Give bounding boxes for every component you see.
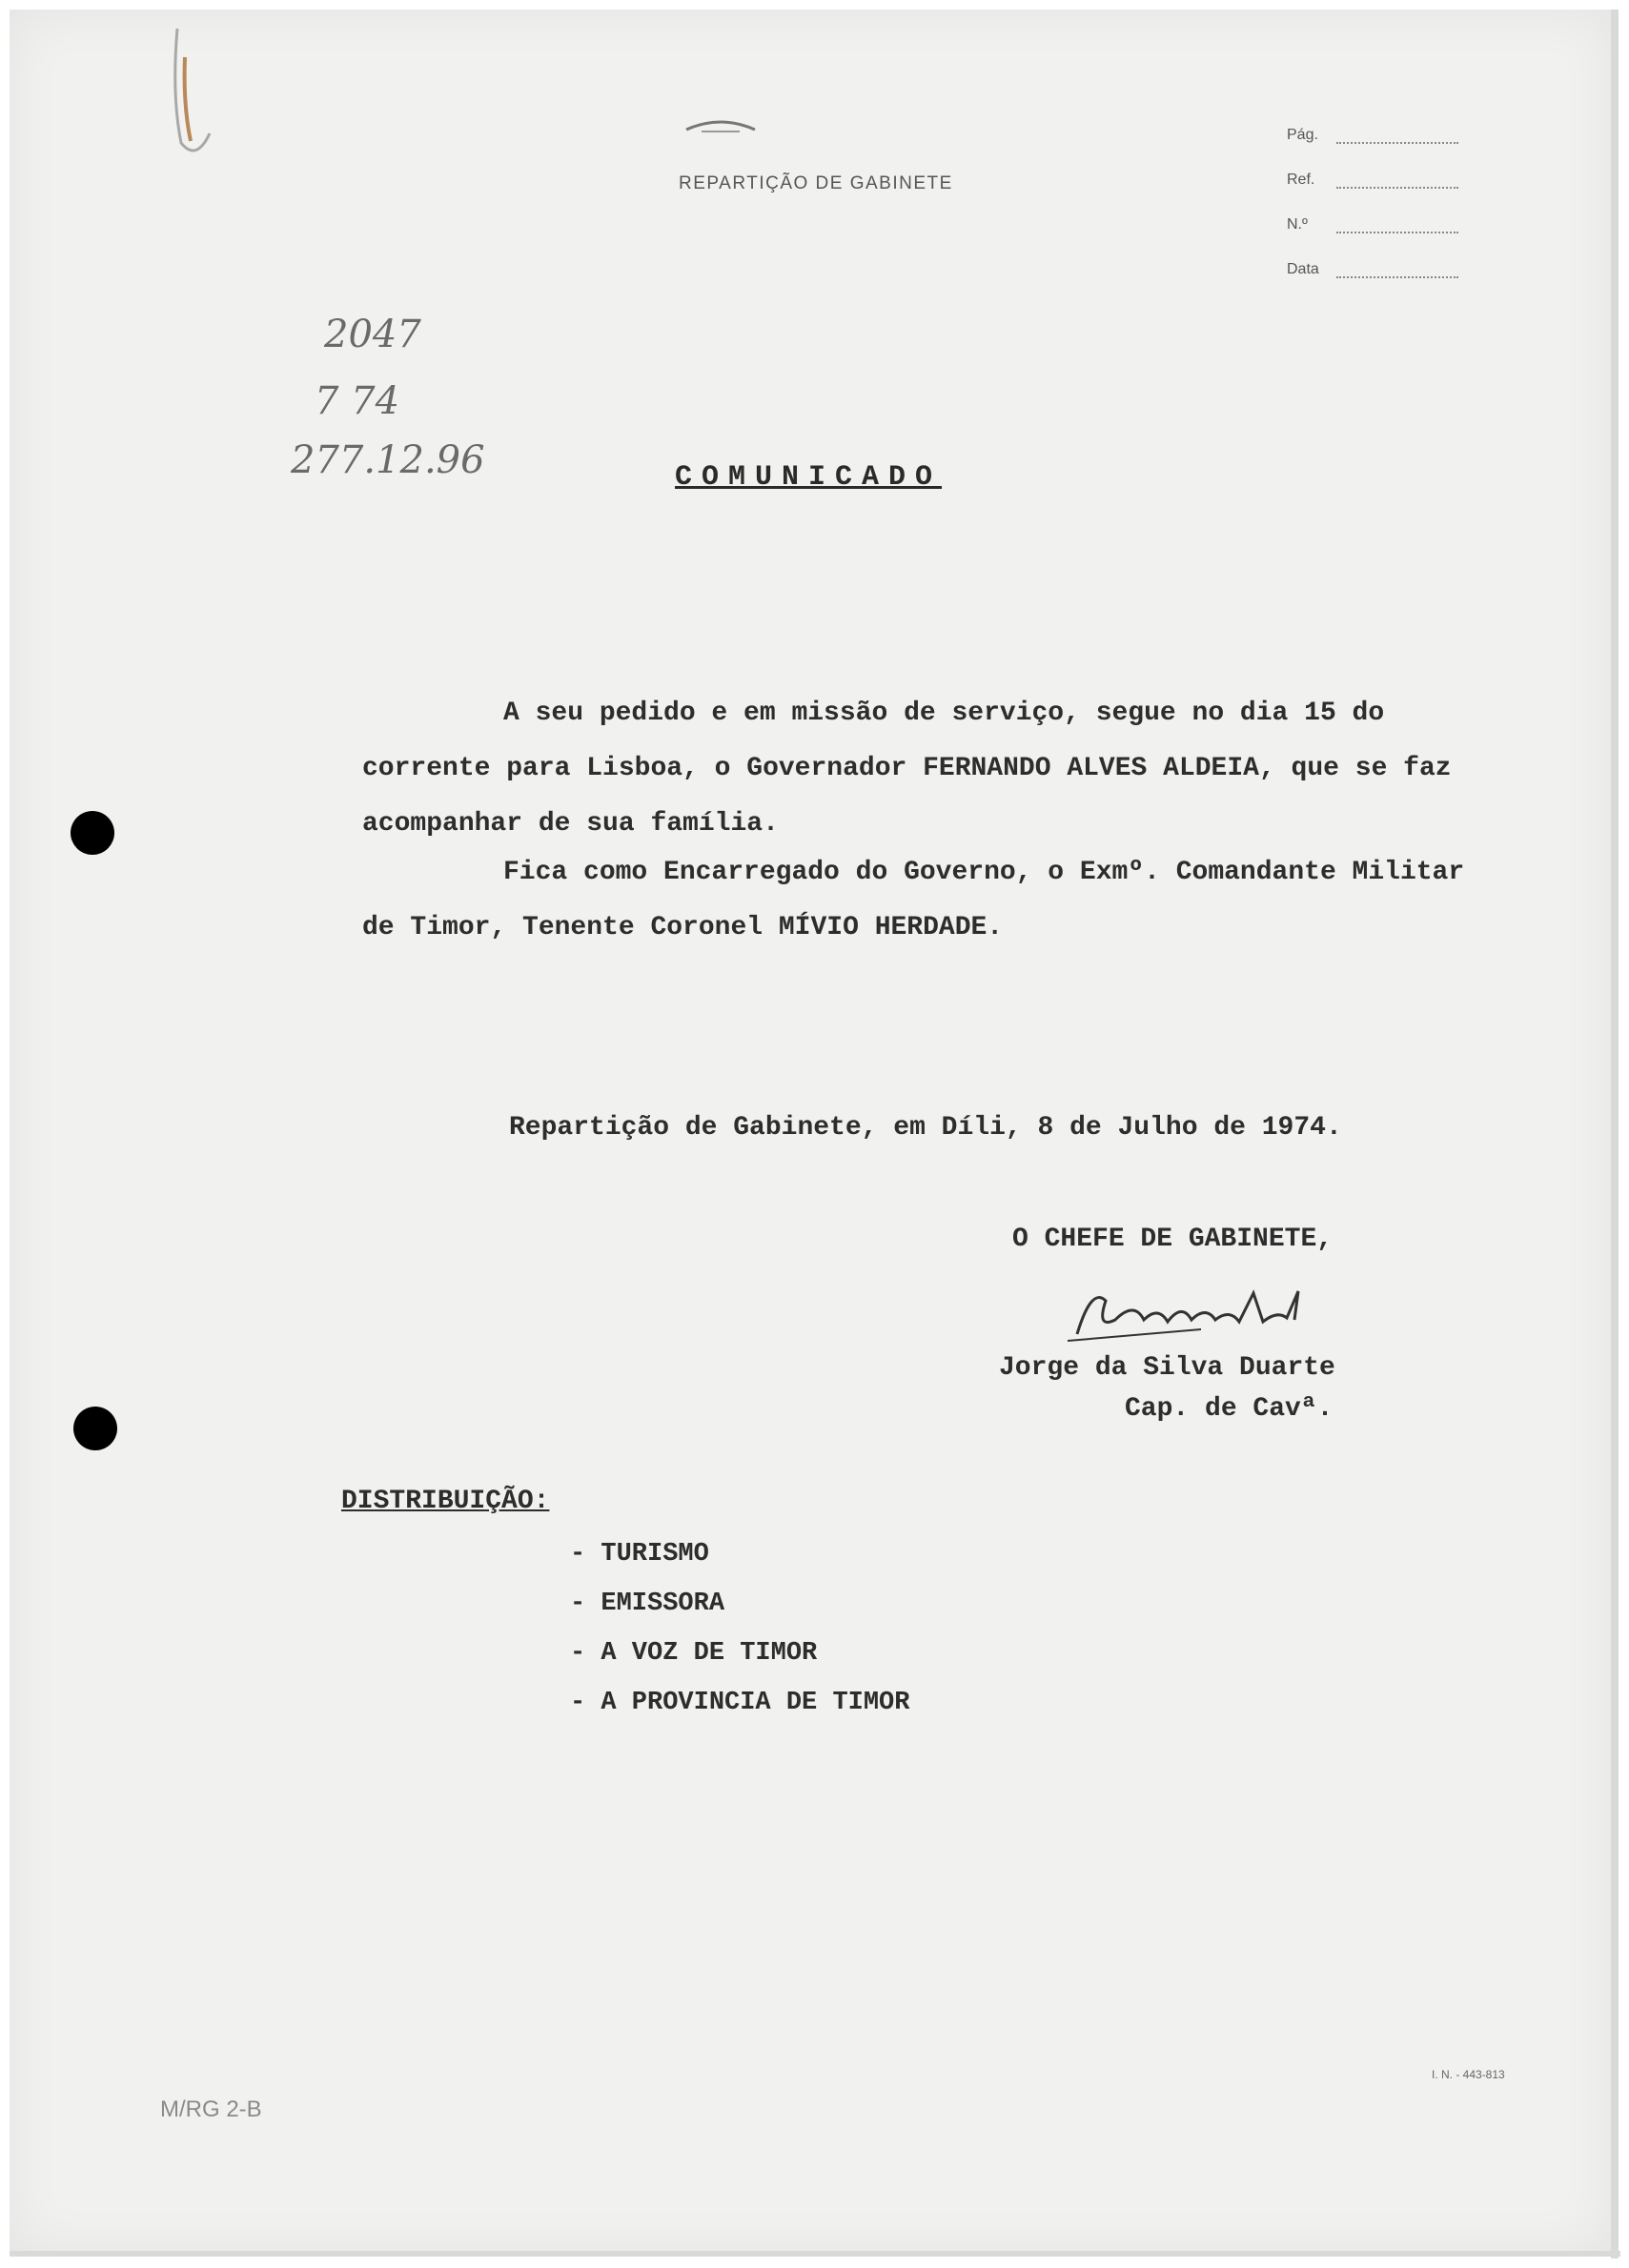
page-edge-right — [1611, 10, 1619, 2258]
distribution-item: - EMISSORA — [570, 1590, 725, 1618]
handwritten-note-3: 277.12.96 — [291, 438, 485, 482]
meta-number-row — [1287, 189, 1458, 233]
signatory-title: O CHEFE DE GABINETE, — [1012, 1225, 1334, 1254]
distribution-item: - A PROVINCIA DE TIMOR — [570, 1689, 910, 1717]
signatory-rank: Cap. de Cavª. — [1125, 1394, 1334, 1424]
meta-date-row — [1287, 233, 1458, 278]
handwritten-note-2: 7 74 — [315, 379, 400, 423]
meta-page-line — [1336, 125, 1458, 144]
staple-mark — [168, 19, 225, 162]
distribution-item: - TURISMO — [570, 1540, 709, 1569]
dateline: Repartição de Gabinete, em Díli, 8 de Julho de 1974. — [509, 1113, 1342, 1143]
punch-hole-bottom — [73, 1407, 117, 1450]
meta-date-line — [1336, 259, 1458, 278]
distribution-item: - A VOZ DE TIMOR — [570, 1639, 818, 1668]
meta-page-label: Pág. — [1287, 127, 1318, 143]
reference-fields — [1287, 99, 1458, 278]
distribution-heading: DISTRIBUIÇÃO: — [341, 1487, 550, 1516]
meta-number-label: N.º — [1287, 216, 1308, 233]
meta-number-line — [1336, 214, 1458, 233]
handwritten-note-1: 2047 — [324, 313, 421, 356]
meta-ref-line — [1336, 170, 1458, 189]
paragraph-2: Fica como Encarregado do Governo, o Exmº. Comandante Militar de Timor, Tenente Coronel MÍVIO HERDADE. — [362, 858, 1465, 942]
punch-hole-top — [71, 811, 114, 855]
crest-icon — [682, 112, 759, 141]
page-edge-bottom — [10, 2251, 1620, 2257]
form-code: M/RG 2-B — [160, 2096, 262, 2122]
signatory-name: Jorge da Silva Duarte — [999, 1353, 1335, 1383]
distribution-list — [570, 1529, 909, 1728]
department-header: REPARTIÇÃO DE GABINETE — [679, 173, 953, 193]
meta-ref-row — [1287, 144, 1458, 189]
paragraph-1: A seu pedido e em missão de serviço, segue no dia 15 do corrente para Lisboa, o Governador FERNANDO ALVES ALDEIA, que se faz acompanhar de sua família. — [362, 699, 1452, 839]
meta-ref-label: Ref. — [1287, 172, 1315, 188]
document-title: COMUNICADO — [675, 461, 943, 494]
print-code: I. N. - 443-813 — [1432, 2068, 1505, 2081]
meta-date-label: Data — [1287, 261, 1319, 277]
handwritten-signature — [1049, 1282, 1354, 1348]
meta-page-row — [1287, 99, 1458, 144]
